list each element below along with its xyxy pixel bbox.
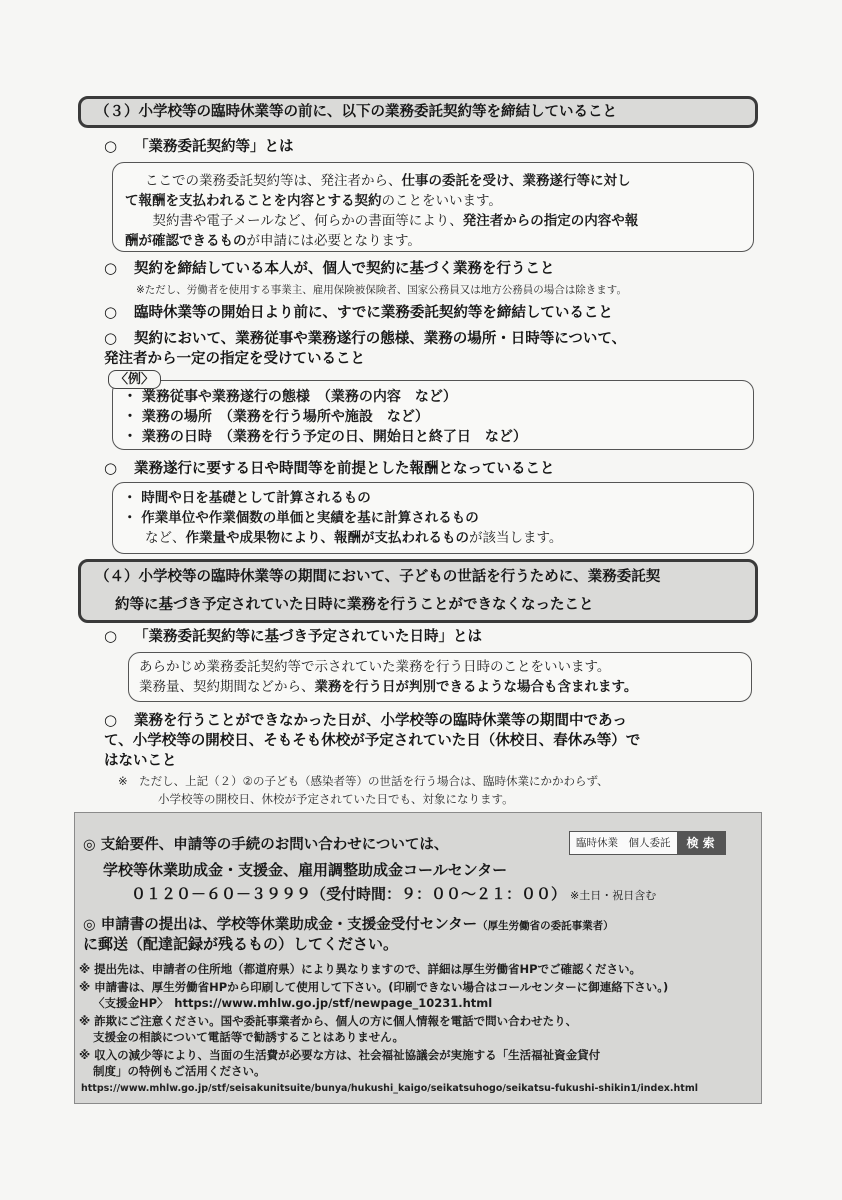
contact-panel: [74, 812, 762, 1104]
note-living-fund-cont: 制度」の特例もご活用ください。: [93, 1064, 266, 1078]
box-line: て報酬を支払われることを内容とする契約のことをいいます。: [125, 193, 502, 209]
remuneration-item: ・ 作業単位や作業個数の単価と実績を基に計算されるもの: [123, 510, 479, 526]
note-application-form: ※ 申請書は、厚生労働省HPから印刷して使用して下さい。(印刷できない場合はコールセンターに御連絡下さい。): [79, 980, 669, 994]
bullet-instructions: [104, 328, 626, 369]
bullet-nonworking-days: [104, 710, 640, 771]
box-line: あらかじめ業務委託契約等で示されていた業務を行う日時のことをいいます。: [139, 659, 611, 675]
circle-bullet-icon: ○: [104, 303, 118, 321]
scheduled-datetime-box: [128, 652, 752, 702]
bullet-text: 契約において、業務従事や業務遂行の態様、業務の場所・日時等について、: [134, 331, 627, 347]
worker-exclusion-note: ※ただし、労働者を使用する事業主、雇用保険被保険者、国家公務員又は地方公務員の場合は除きます。: [136, 284, 627, 296]
example-item: ・ 業務の場所 （業務を行う場所や施設 など）: [123, 409, 429, 425]
bullet-contract-definition: [104, 136, 294, 157]
bullet-text: 発注者から一定の指定を受けていること: [104, 351, 365, 367]
call-center-phone: ０１２０－６０－３９９９（受付時間：９：００～２１：００） ※土日・祝日含む: [131, 885, 657, 903]
note-fraud-warning-cont: 支援金の相談について電話等で勧誘することはありません。: [93, 1030, 404, 1044]
box-line: 酬が確認できるものが申請には必要となります。: [125, 233, 421, 249]
example-tag: 〈例〉: [108, 370, 161, 389]
search-keywords: 臨時休業 個人委託: [576, 837, 671, 849]
child-care-note: ※ ただし、上記（２）②の子ども（感染者等）の世話を行う場合は、臨時休業にかかわらず、 小学校等の開校日、休校が予定されていた日でも、対象になります。: [118, 774, 609, 806]
bullet-text: 「業務委託契約等」とは: [134, 139, 294, 155]
bullet-text: 契約を締結している本人が、個人で契約に基づく業務を行うこと: [134, 261, 555, 277]
section-4-header: [78, 559, 758, 623]
living-fund-url-link[interactable]: https://www.mhlw.go.jp/stf/seisakunitsuite/bunya/hukushi_kaigo/seikatsuhogo/seikatsu-fukushi-shikin1/index.html: [81, 1083, 698, 1094]
circle-bullet-icon: ○: [104, 711, 118, 729]
bullet-individual-contract: [104, 258, 555, 279]
note-submission-destination: ※ 提出先は、申請者の住所地（都道府県）により異なりますので、詳細は厚生労働省HPでご確認ください。: [79, 962, 642, 976]
application-submission: ◎ 申請書の提出は、学校等休業助成金・支援金受付センター（厚生労働省の委託事業者）: [83, 917, 614, 933]
note-fraud-warning: ※ 詐欺にご注意ください。国や委託事業者から、個人の方に個人情報を電話で問い合わせたり、: [79, 1014, 578, 1028]
bullet-remuneration: [104, 458, 555, 479]
box-line: ここでの業務委託契約等は、発注者から、仕事の委託を受け、業務遂行等に対し: [145, 173, 631, 189]
box-line: 業務量、契約期間などから、業務を行う日が判別できるような場合も含まれます。: [139, 679, 638, 695]
example-item: ・ 業務の日時 （業務を行う予定の日、開始日と終了日 など）: [123, 429, 527, 445]
bullet-text: はないこと: [104, 753, 177, 769]
search-button[interactable]: 検 索: [677, 832, 725, 854]
note-living-fund: ※ 収入の減少等により、当面の生活費が必要な方は、社会福祉協議会が実施する「生活福祉資金貸付: [79, 1048, 601, 1062]
bullet-text: て、小学校等の開校日、そもそも休校が予定されていた日（休校日、春休み等）で: [104, 733, 641, 749]
circle-bullet-icon: ○: [104, 459, 118, 477]
mail-instruction: に郵送（配達記録が残るもの）してください。: [83, 935, 399, 953]
circle-bullet-icon: ○: [104, 137, 118, 155]
section-3-header: [78, 96, 758, 128]
call-center-name: 学校等休業助成金・支援金、雇用調整助成金コールセンター: [103, 861, 508, 879]
phone-hours-note: ※土日・祝日含む: [570, 889, 657, 902]
bullet-text: 業務遂行に要する日や時間等を前提とした報酬となっていること: [134, 461, 555, 477]
contract-definition-box: [112, 162, 754, 252]
remuneration-box: [112, 482, 754, 554]
remuneration-item: など、作業量や成果物により、報酬が支払われるものが該当します。: [145, 530, 563, 546]
inquiry-heading: ◎ 支給要件、申請等の手続のお問い合わせについては、: [83, 837, 449, 853]
bullet-text: 業務を行うことができなかった日が、小学校等の臨時休業等の期間中であっ: [134, 713, 627, 729]
box-line: 契約書や電子メールなど、何らかの書面等により、発注者からの指定の内容や報: [139, 213, 639, 229]
circle-bullet-icon: ○: [104, 329, 118, 347]
bullet-prior-contract: [104, 302, 613, 323]
circle-bullet-icon: ○: [104, 259, 118, 277]
bullet-text: 臨時休業等の開始日より前に、すでに業務委託契約等を締結していること: [134, 305, 613, 321]
circle-bullet-icon: ○: [104, 627, 118, 645]
section-4-title: （４）小学校等の臨時休業等の期間において、子どもの世話を行うために、業務委託契: [95, 569, 661, 585]
example-item: ・ 業務従事や業務遂行の態様 （業務の内容 など）: [123, 389, 457, 405]
bullet-scheduled-datetime: [104, 626, 482, 647]
bullet-text: 「業務委託契約等に基づき予定されていた日時」とは: [134, 629, 482, 645]
example-box: [112, 380, 754, 450]
remuneration-item: ・ 時間や日を基礎として計算されるもの: [123, 490, 371, 506]
section-3-title: （３）小学校等の臨時休業等の前に、以下の業務委託契約等を締結していること: [95, 104, 617, 120]
section-4-title: 約等に基づき予定されていた日時に業務を行うことができなくなったこと: [115, 597, 594, 613]
support-hp-link[interactable]: 〈支援金HP〉 https://www.mhlw.go.jp/stf/newpage_10231.html: [93, 996, 493, 1010]
search-widget[interactable]: [569, 831, 726, 855]
